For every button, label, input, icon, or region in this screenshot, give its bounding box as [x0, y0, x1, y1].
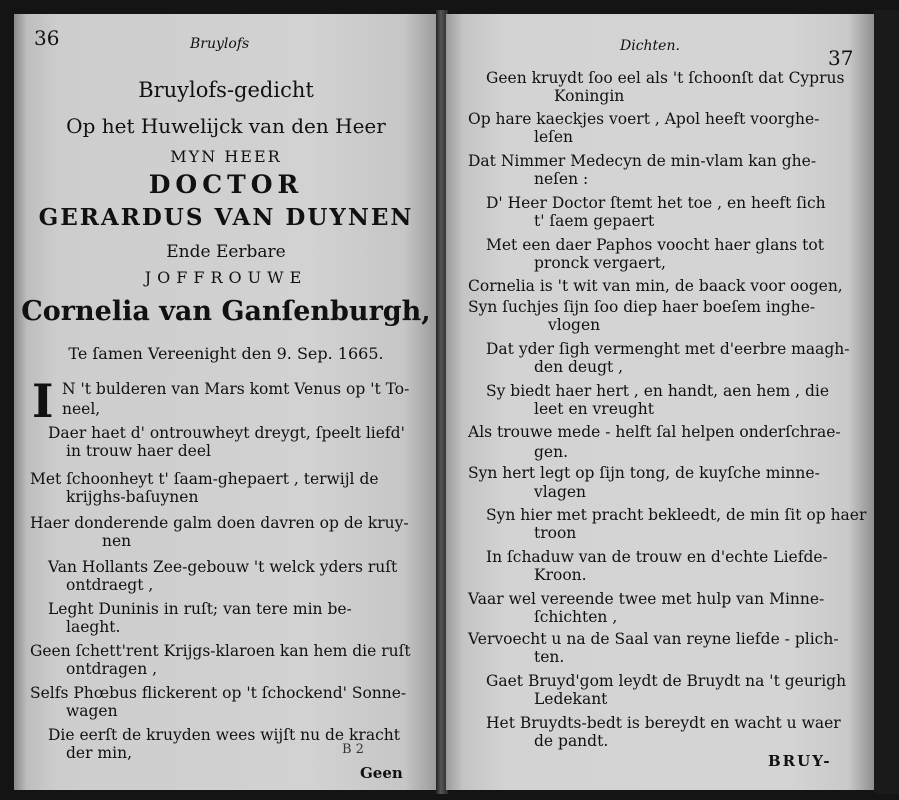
- poem-line: vlagen: [534, 483, 587, 501]
- poem-line: nen: [102, 532, 132, 550]
- left-page: [14, 14, 438, 790]
- poem-line: der min,: [66, 744, 132, 762]
- poem-line: wagen: [66, 702, 118, 720]
- poem-line: Syn hert legt op ſijn tong, de kuyſche minne-: [468, 464, 820, 482]
- poem-line: leet en vreught: [534, 400, 654, 418]
- poem-line: Geen ſchett'rent Krijgs-klaroen kan hem die ruſt: [30, 642, 411, 660]
- poem-line: Selfs Phœbus flickerent op 't ſchockend' Sonne-: [30, 684, 407, 702]
- poem-line: Met een daer Paphos voocht haer glans tot: [486, 236, 824, 254]
- poem-line: Gaet Bruyd'gom leydt de Bruydt na 't geurigh: [486, 672, 847, 690]
- poem-line: Kroon.: [534, 566, 587, 584]
- catchword-left: Geen: [360, 764, 403, 782]
- poem-line: ten.: [534, 648, 565, 666]
- poem-line: Dat yder ſigh vermenght met d'eerbre maagh-: [486, 340, 850, 358]
- poem-line: Op hare kaeckjes voert , Apol heeft voorghe-: [468, 110, 820, 128]
- poem-line: Geen kruydt ſoo eel als 't ſchoonſt dat Cyprus: [486, 69, 845, 87]
- poem-line: Sy biedt haer hert , en handt, aen hem , die: [486, 382, 830, 400]
- poem-line: Haer donderende galm doen davren op de kruy-: [30, 514, 409, 532]
- poem-line: ontdraegt ,: [66, 576, 154, 594]
- poem-line: Dat Nimmer Medecyn de min-vlam kan ghe-: [468, 152, 817, 170]
- poem-line: ontdragen ,: [66, 660, 158, 678]
- bride-name: Cornelia van Ganſenburgh,: [21, 296, 431, 327]
- poem-line: D' Heer Doctor ſtemt het toe , en heeft ſich: [486, 194, 826, 212]
- poem-line: gen.: [534, 443, 569, 461]
- poem-line: Ledekant: [534, 690, 608, 708]
- signature-mark: B 2: [342, 742, 364, 757]
- poem-line: Leght Duninis in ruſt; van tere min be-: [48, 600, 352, 618]
- poem-line: neſen :: [534, 170, 589, 188]
- poem-line: t' ſaem gepaert: [534, 212, 655, 230]
- poem-line: in trouw haer deel: [66, 442, 211, 460]
- poem-line: Syn ſuchjes ſijn ſoo diep haer boeſem inghe-: [468, 298, 816, 316]
- poem-line: leſen: [534, 128, 574, 146]
- page-number-left: 36: [34, 26, 60, 50]
- poem-line: troon: [534, 524, 577, 542]
- poem-line: In ſchaduw van de trouw en d'echte Liefde-: [486, 548, 828, 566]
- poem-line: den deugt ,: [534, 358, 624, 376]
- drop-cap: I: [32, 374, 54, 428]
- lady-title: JOFFROUWE: [144, 268, 308, 287]
- poem-line: Cornelia is 't wit van min, de baack voor oogen,: [468, 277, 843, 295]
- right-page: [446, 14, 874, 790]
- poem-line: Daer haet d' ontrouwheyt dreygt, ſpeelt liefd': [48, 424, 405, 442]
- poem-line: Syn hier met pracht bekleedt, de min ſit op haer: [486, 506, 867, 524]
- poem-line: Vervoecht u na de Saal van reyne liefde - plich-: [468, 630, 839, 648]
- honorific: MYN HEER: [170, 147, 282, 166]
- poem-line: Het Bruydts-bedt is bereydt en wacht u waer: [486, 714, 841, 732]
- wedding-date: Te ſamen Vereenight den 9. Sep. 1665.: [68, 344, 384, 363]
- conjunction-line: Ende Eerbare: [166, 242, 286, 262]
- groom-name: GERARDUS VAN DUYNEN: [38, 204, 414, 231]
- poem-line: krijghs-baſuynen: [66, 488, 199, 506]
- poem-line: Als trouwe mede - helft ſal helpen onderſchrae-: [468, 423, 841, 441]
- doctor-title: DOCTOR: [148, 170, 304, 199]
- running-head-left: Bruylofs: [190, 36, 250, 52]
- poem-line: Koningin: [554, 87, 625, 105]
- poem-line: pronck vergaert,: [534, 254, 666, 272]
- poem-line: neel,: [62, 400, 101, 418]
- poem-line: N 't bulderen van Mars komt Venus op 't To-: [62, 380, 410, 398]
- running-head-right: Dichten.: [620, 38, 680, 54]
- poem-line: ſchichten ,: [534, 608, 618, 626]
- dedication-line: Op het Huwelijck van den Heer: [66, 114, 386, 138]
- poem-title: Bruylofs-gedicht: [138, 78, 314, 102]
- poem-line: Met ſchoonheyt t' ſaam-ghepaert , terwijl de: [30, 470, 379, 488]
- poem-line: vlogen: [548, 316, 601, 334]
- book-fore-edge: [874, 10, 899, 794]
- poem-line: Die eerſt de kruyden wees wijſt nu de kracht: [48, 726, 400, 744]
- poem-line: de pandt.: [534, 732, 609, 750]
- poem-line: Vaar wel vereende twee met hulp van Minne-: [468, 590, 825, 608]
- catchword-right: BRUY-: [768, 752, 832, 770]
- page-number-right: 37: [828, 46, 854, 70]
- poem-line: Van Hollants Zee-gebouw 't welck yders ruſt: [48, 558, 398, 576]
- poem-line: laeght.: [66, 618, 121, 636]
